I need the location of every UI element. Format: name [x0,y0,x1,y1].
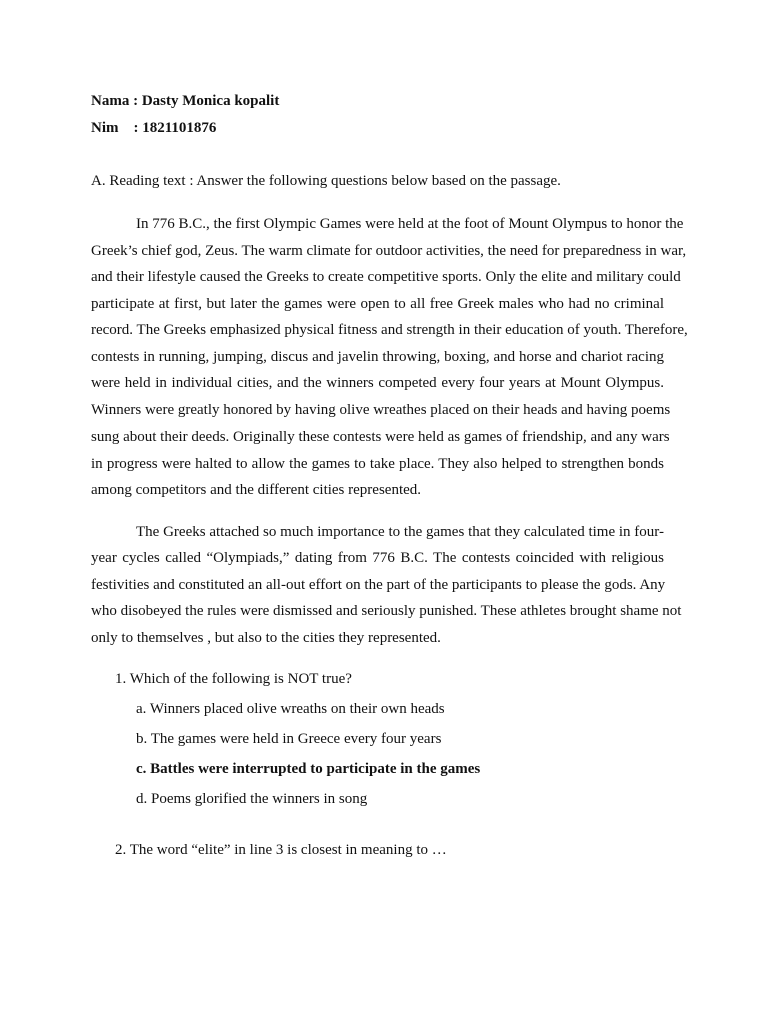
passage-line: festivities and constituted an all-out effort on the part of the participants to please the gods. Any [91,577,666,593]
passage-line: year cycles called “Olympiads,” dating from 776 B.C. The contests coincided with religious [91,550,664,566]
question-2: 2. The word “elite” in line 3 is closest in meaning to … [115,842,447,858]
passage-line: only to themselves , but also to the cities they represented. [91,630,441,646]
passage-line: sung about their deeds. Originally these contests were held as games of friendship, and any wars [91,429,670,445]
student-nim: Nim : 1821101876 [91,120,217,136]
option-c-selected-answer: c. Battles were interrupted to participate in the games [136,761,481,777]
passage-line: Greek’s chief god, Zeus. The warm climate for outdoor activities, the need for preparedness in war, [91,243,687,259]
option-b: b. The games were held in Greece every four years [136,731,442,747]
student-name: Nama : Dasty Monica kopalit [91,93,280,109]
section-title: A. Reading text : Answer the following questions below based on the passage. [91,173,561,189]
passage-line: who disobeyed the rules were dismissed and seriously punished. These athletes brought shame not [91,603,682,619]
passage-line: The Greeks attached so much importance to the games that they calculated time in four- [136,524,664,540]
passage-line: In 776 B.C., the first Olympic Games were held at the foot of Mount Olympus to honor the [136,216,684,232]
passage-line: record. The Greeks emphasized physical fitness and strength in their education of youth. Therefore, [91,322,688,338]
passage-line: contests in running, jumping, discus and javelin throwing, boxing, and horse and chariot racing [91,349,664,365]
option-a: a. Winners placed olive wreaths on their own heads [136,701,445,717]
passage-line: were held in individual cities, and the winners competed every four years at Mount Olympus. [91,375,664,391]
passage-line: in progress were halted to allow the games to take place. They also helped to strengthen bonds [91,456,664,472]
passage-line: Winners were greatly honored by having olive wreathes placed on their heads and having poems [91,402,671,418]
question-1: 1. Which of the following is NOT true? [115,671,352,687]
passage-line: among competitors and the different cities represented. [91,482,422,498]
passage-line: and their lifestyle caused the Greeks to create competitive sports. Only the elite and military could [91,269,681,285]
option-d: d. Poems glorified the winners in song [136,791,368,807]
passage-line: participate at first, but later the games were open to all free Greek males who had no criminal [91,296,664,312]
